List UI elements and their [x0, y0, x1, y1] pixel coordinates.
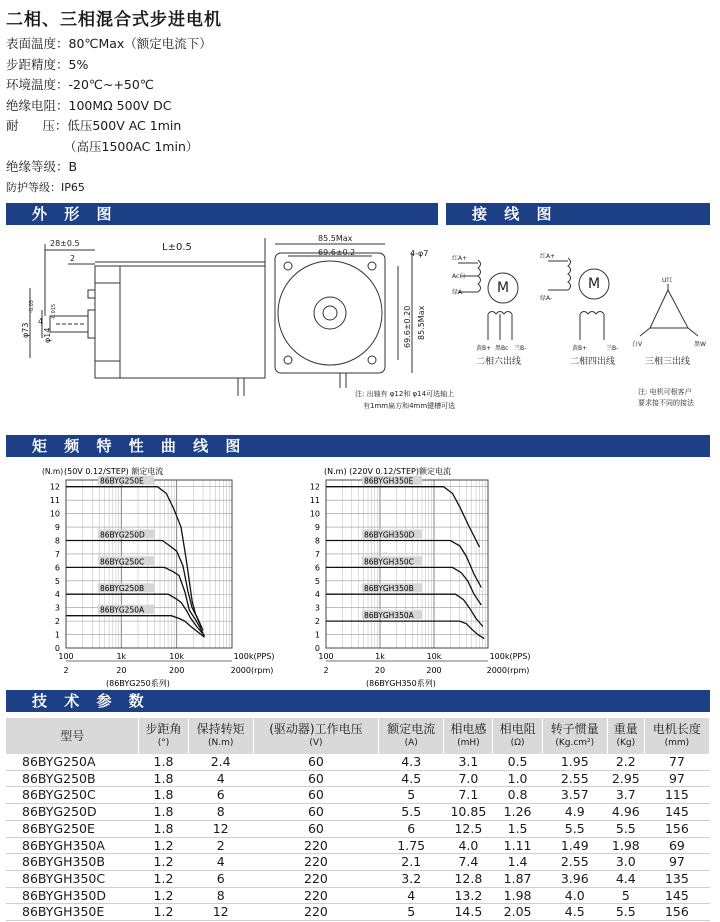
- table-row: [6, 870, 710, 887]
- table-cell: 1.8: [153, 754, 174, 769]
- table-cell: 1.8: [153, 804, 174, 820]
- y-tick-label: 5: [314, 576, 320, 586]
- model-cell: 86BYG250A: [22, 754, 96, 769]
- outline-note-1: 注: 出轴有 φ12和 φ14可选轴上: [355, 390, 455, 398]
- motor-label-four: M: [588, 276, 601, 292]
- y-tick-label: 1: [54, 630, 60, 640]
- y-tick-label: 8: [314, 536, 320, 546]
- section-outline: 外 形 图: [6, 203, 438, 225]
- table-cell: 6: [407, 820, 416, 836]
- table-header-cell: 保持转矩 (N.m): [188, 718, 253, 754]
- dim-shaft-dia: φ14: [43, 327, 52, 343]
- y-tick-label: 9: [314, 523, 320, 533]
- table-cell: 1.75: [397, 837, 426, 853]
- y-tick-label: 7: [314, 549, 320, 559]
- lead-six-ac: Ac白: [452, 273, 466, 280]
- table-cell: 97: [668, 854, 685, 870]
- series-label: 86BYGH350D: [364, 530, 415, 540]
- table-cell: 4: [407, 887, 416, 903]
- table-cell: 1.2: [153, 904, 174, 920]
- lead-four-a-minus: 绿A-: [540, 295, 553, 302]
- y-tick-label: 4: [54, 590, 60, 600]
- section-curves: 矩 频 特 性 曲 线 图: [6, 435, 710, 457]
- table-cell: 5.5: [564, 820, 585, 836]
- table-cell: 1.4: [507, 854, 528, 870]
- table-cell: 1.0: [507, 770, 528, 786]
- table-header-cell: 相电感 (mH): [444, 718, 493, 754]
- spec-step-accuracy: 步距精度：5%: [6, 56, 89, 72]
- lead-three-v: 白V: [632, 341, 643, 348]
- table-header-cell: (驱动器)工作电压 (V): [253, 718, 378, 754]
- table-cell: 145: [664, 887, 689, 903]
- x2-tick-label: 200: [169, 666, 185, 675]
- spec-list: [6, 34, 212, 198]
- table-cell: 1.49: [560, 837, 589, 853]
- table-cell: 0.8: [507, 787, 528, 803]
- table-cell: 1.5: [507, 820, 528, 836]
- lead-four-a-plus: 红A+: [540, 253, 556, 260]
- table-cell: 1.2: [153, 887, 174, 903]
- table-cell: 60: [307, 820, 324, 836]
- y-tick-label: 5: [54, 576, 60, 586]
- table-cell: 5: [407, 904, 416, 920]
- table-cell: 4: [216, 770, 225, 786]
- dim-pilot-tol: -0.03: [29, 300, 35, 313]
- caption-four-wire: 二相四出线: [570, 357, 616, 367]
- y-tick-label: 2: [314, 617, 320, 627]
- table-cell: 1.95: [560, 754, 589, 769]
- x-tick-label: 10k: [169, 652, 185, 661]
- table-cell: 135: [664, 870, 689, 886]
- table-cell: 12.5: [454, 820, 483, 836]
- table-cell: 1.98: [503, 887, 532, 903]
- table-cell: 60: [307, 770, 324, 786]
- series-label: 86BYG250B: [100, 584, 145, 594]
- x-tick-label: 100: [58, 652, 74, 661]
- table-cell: 4: [216, 854, 225, 870]
- table-header-cell: 型号: [6, 718, 139, 754]
- x-tick-label: 100k(PPS): [233, 652, 275, 661]
- table-cell: 0.5: [507, 754, 528, 769]
- x-tick-label: 100: [318, 652, 334, 661]
- table-cell: 1.98: [611, 837, 640, 853]
- table-cell: 4.9: [564, 804, 585, 820]
- table-cell: 3.1: [458, 754, 479, 769]
- table-cell: 220: [304, 904, 328, 920]
- table-row: [6, 804, 710, 821]
- table-row: [6, 787, 710, 804]
- dim-flat: 4: [38, 317, 44, 326]
- y-tick-label: 10: [49, 509, 60, 519]
- lead-four-b-plus: 黄B+: [572, 345, 588, 352]
- table-cell: 156: [664, 820, 689, 836]
- spec-insulation-class: 绝缘等级：B: [6, 159, 78, 174]
- table-cell: 60: [307, 787, 324, 803]
- table-row: [6, 820, 710, 837]
- y-tick-label: 3: [314, 603, 320, 613]
- dim-shaft-length: 28±0.5: [50, 239, 80, 248]
- series-label: 86BYGH350B: [364, 584, 414, 594]
- table-cell: 115: [664, 787, 689, 803]
- table-cell: 4.5: [564, 904, 585, 920]
- table-cell: 1.87: [503, 870, 532, 886]
- model-cell: 86BYG250B: [22, 770, 96, 786]
- table-cell: 1.8: [153, 770, 174, 786]
- table-cell: 6: [216, 870, 225, 886]
- table-row: [6, 770, 710, 787]
- table-header-cell: 相电阻 (Ω): [493, 718, 542, 754]
- table-cell: 5.5: [615, 904, 636, 920]
- table-cell: 77: [668, 754, 685, 769]
- y-tick-label: 10: [309, 509, 320, 519]
- x2-tick-label: 2: [323, 666, 329, 675]
- dim-step: 2: [70, 254, 76, 263]
- motor-label-six: M: [497, 280, 510, 296]
- table-cell: 220: [304, 870, 328, 886]
- table-cell: 2.55: [560, 770, 589, 786]
- table-cell: 4.4: [615, 870, 636, 886]
- motor-front-flange: [275, 253, 385, 373]
- series-label: 86BYG250E: [100, 476, 144, 486]
- y-tick-label: 0: [314, 644, 320, 653]
- table-header-row: [6, 718, 710, 754]
- table-cell: 7.4: [458, 854, 479, 870]
- x-tick-label: 1k: [116, 652, 127, 661]
- table-cell: 2.55: [560, 854, 589, 870]
- model-cell: 86BYG250C: [22, 787, 96, 803]
- x-tick-label: 1k: [375, 652, 385, 661]
- model-cell: 86BYGH350D: [22, 887, 107, 903]
- table-header-cell: 额定电流 (A): [379, 718, 444, 754]
- y-tick-label: 0: [54, 644, 60, 653]
- y-axis-label: (N.m): [42, 467, 64, 476]
- x2-tick-label: 20: [374, 666, 386, 675]
- table-cell: 12.8: [454, 870, 483, 886]
- table-cell: 60: [307, 804, 324, 820]
- table-cell: 145: [664, 804, 689, 820]
- section-wiring: 接 线 图: [446, 203, 710, 225]
- table-cell: 2.05: [503, 904, 532, 920]
- spec-ambient-temp: 环境温度：-20℃~+50℃: [6, 77, 154, 92]
- table-cell: 69: [668, 837, 685, 853]
- series-label: 86BYG250D: [100, 530, 145, 540]
- section-params: 技 术 参 数: [6, 690, 710, 712]
- chart-1: [42, 466, 274, 688]
- table-cell: 14.5: [454, 904, 483, 920]
- dim-pilot-dia: φ73: [21, 322, 30, 338]
- x2-tick-label: 2000(rpm): [486, 666, 530, 675]
- caption-six-wire: 二相六出线: [476, 357, 522, 367]
- table-row: [6, 854, 710, 871]
- table-cell: 5.5: [401, 804, 422, 820]
- outline-and-wiring-drawing: [0, 228, 720, 428]
- y-tick-label: 8: [54, 536, 60, 546]
- spec-withstand-voltage-high: （高压1500AC 1min）: [64, 138, 199, 154]
- dim-body-length: L±0.5: [162, 242, 192, 253]
- dim-hole-size: 4-φ7: [410, 249, 429, 258]
- x2-tick-label: 2000(rpm): [230, 666, 274, 675]
- model-cell: 86BYG250D: [22, 804, 97, 820]
- table-cell: 1.11: [503, 837, 532, 853]
- table-cell: 4.96: [611, 804, 640, 820]
- wiring-note-2: 要求接不同的接法: [638, 399, 694, 407]
- lead-six-a-minus: 绿A-: [452, 289, 465, 296]
- table-cell: 4.3: [401, 754, 422, 769]
- table-cell: 220: [304, 887, 328, 903]
- table-cell: 2.95: [611, 770, 640, 786]
- table-cell: 7.0: [458, 770, 479, 786]
- table-cell: 220: [304, 837, 328, 853]
- model-cell: 86BYG250E: [22, 820, 95, 836]
- lead-four-b-minus: 兰B-: [606, 345, 619, 352]
- y-tick-label: 3: [54, 603, 60, 613]
- chart-title: (N.m) (220V 0.12/STEP)额定电流: [324, 467, 451, 476]
- table-cell: 13.2: [454, 887, 483, 903]
- dim-side-outer: 85.5Max: [417, 305, 426, 340]
- series-line: [66, 616, 205, 638]
- table-cell: 1.26: [503, 804, 532, 820]
- series-label: 86BYGH350A: [364, 611, 414, 621]
- table-cell: 156: [664, 904, 689, 920]
- table-cell: 1.8: [153, 820, 174, 836]
- spec-insulation-resistance: 绝缘电阻：100MΩ 500V DC: [6, 97, 172, 113]
- table-cell: 4.0: [458, 837, 479, 853]
- y-tick-label: 12: [309, 482, 320, 492]
- table-cell: 3.57: [560, 787, 589, 803]
- parameter-table: [6, 718, 710, 921]
- table-cell: 2.1: [401, 854, 422, 870]
- y-tick-label: 2: [54, 617, 60, 627]
- series-label: 86BYGH350C: [364, 557, 414, 567]
- dim-outer-width: 85.5Max: [318, 234, 353, 243]
- x2-tick-label: 200: [426, 666, 442, 675]
- table-row: [6, 904, 710, 921]
- y-tick-label: 7: [54, 549, 60, 559]
- table-cell: 6: [216, 787, 225, 803]
- table-cell: 3.0: [615, 854, 636, 870]
- table-header-cell: 重量 (Kg): [607, 718, 644, 754]
- chart-2: [310, 466, 531, 688]
- model-cell: 86BYGH350C: [22, 870, 106, 886]
- y-tick-label: 9: [54, 523, 60, 533]
- model-cell: 86BYGH350E: [22, 904, 105, 920]
- table-cell: 10.85: [450, 804, 487, 820]
- table-cell: 3.2: [401, 870, 422, 886]
- table-cell: 2.2: [615, 754, 636, 769]
- table-cell: 2.4: [210, 754, 231, 769]
- lead-six-bc: 黑Bc: [495, 345, 509, 352]
- x-tick-label: 10k: [426, 652, 442, 661]
- table-row: [6, 887, 710, 904]
- y-tick-label: 11: [49, 496, 60, 506]
- chart-title: (50V 0.12/STEP) 额定电流: [64, 467, 164, 476]
- table-cell: 3.7: [615, 787, 636, 803]
- series-label: 86BYG250A: [100, 605, 145, 615]
- table-cell: 7.1: [458, 787, 479, 803]
- table-row: [6, 754, 710, 770]
- table-cell: 5.5: [615, 820, 636, 836]
- x-tick-label: 100k(PPS): [489, 652, 531, 661]
- table-cell: 4.0: [564, 887, 585, 903]
- table-cell: 12: [212, 904, 229, 920]
- chart-subtitle: (86BYG250系列): [106, 679, 170, 688]
- lead-six-a-plus: 红A+: [452, 255, 468, 262]
- series-line: [66, 567, 203, 633]
- wiring-note-1: 注: 电机可根客户: [638, 388, 692, 396]
- caption-three-wire: 三相三出线: [645, 357, 691, 367]
- y-tick-label: 12: [49, 482, 60, 492]
- table-cell: 1.2: [153, 837, 174, 853]
- spec-protection-class: 防护等级：IP65: [6, 180, 85, 194]
- lead-six-b-minus: 兰B-: [514, 345, 527, 352]
- table-cell: 3.96: [560, 870, 589, 886]
- table-cell: 4.5: [401, 770, 422, 786]
- table-header-cell: 电机长度 (mm): [644, 718, 709, 754]
- table-cell: 1.2: [153, 870, 174, 886]
- table-cell: 1.2: [153, 854, 174, 870]
- x2-tick-label: 20: [116, 666, 127, 675]
- chart-subtitle: (86BYGH350系列): [366, 679, 436, 688]
- dim-shaft-tol: -0.015: [51, 303, 57, 320]
- table-header-cell: 转子惯量 (Kg.cm²): [542, 718, 607, 754]
- table-cell: 97: [668, 770, 685, 786]
- table-cell: 12: [212, 820, 229, 836]
- series-label: 86BYG250C: [100, 557, 145, 567]
- table-header-cell: 步距角 (°): [139, 718, 188, 754]
- table-cell: 8: [216, 804, 225, 820]
- model-cell: 86BYGH350B: [22, 854, 105, 870]
- spec-surface-temp: 表面温度：80℃Max（额定电流下）: [6, 36, 212, 51]
- table-cell: 2: [216, 837, 225, 853]
- table-cell: 220: [304, 854, 328, 870]
- y-tick-label: 1: [314, 630, 320, 640]
- table-cell: 5: [407, 787, 416, 803]
- table-cell: 8: [216, 887, 225, 903]
- outline-note-2: 有1mm扁方和4mm键槽可选: [363, 402, 456, 410]
- y-tick-label: 6: [314, 563, 320, 573]
- table-cell: 5: [621, 887, 630, 903]
- series-label: 86BYGH350E: [364, 476, 414, 486]
- lead-three-u: U红: [662, 277, 673, 284]
- x2-tick-label: 2: [63, 666, 69, 675]
- dim-hole-span: 69.6±0.2: [318, 248, 356, 257]
- dim-side-span: 69.6±0.20: [403, 305, 412, 348]
- lead-three-w: 黑W: [694, 341, 706, 348]
- y-tick-label: 6: [54, 563, 60, 573]
- y-tick-label: 11: [309, 496, 320, 506]
- y-tick-label: 4: [314, 590, 320, 600]
- spec-withstand-voltage: 耐 压：低压500V AC 1min: [6, 118, 182, 133]
- table-cell: 60: [307, 754, 324, 769]
- lead-six-b-plus: 黄B+: [476, 345, 492, 352]
- page-title: 二相、三相混合式步进电机: [6, 10, 222, 30]
- table-row: [6, 837, 710, 854]
- table-cell: 1.8: [153, 787, 174, 803]
- model-cell: 86BYGH350A: [22, 837, 105, 853]
- series-line: [326, 621, 484, 639]
- torque-frequency-charts: [0, 460, 720, 690]
